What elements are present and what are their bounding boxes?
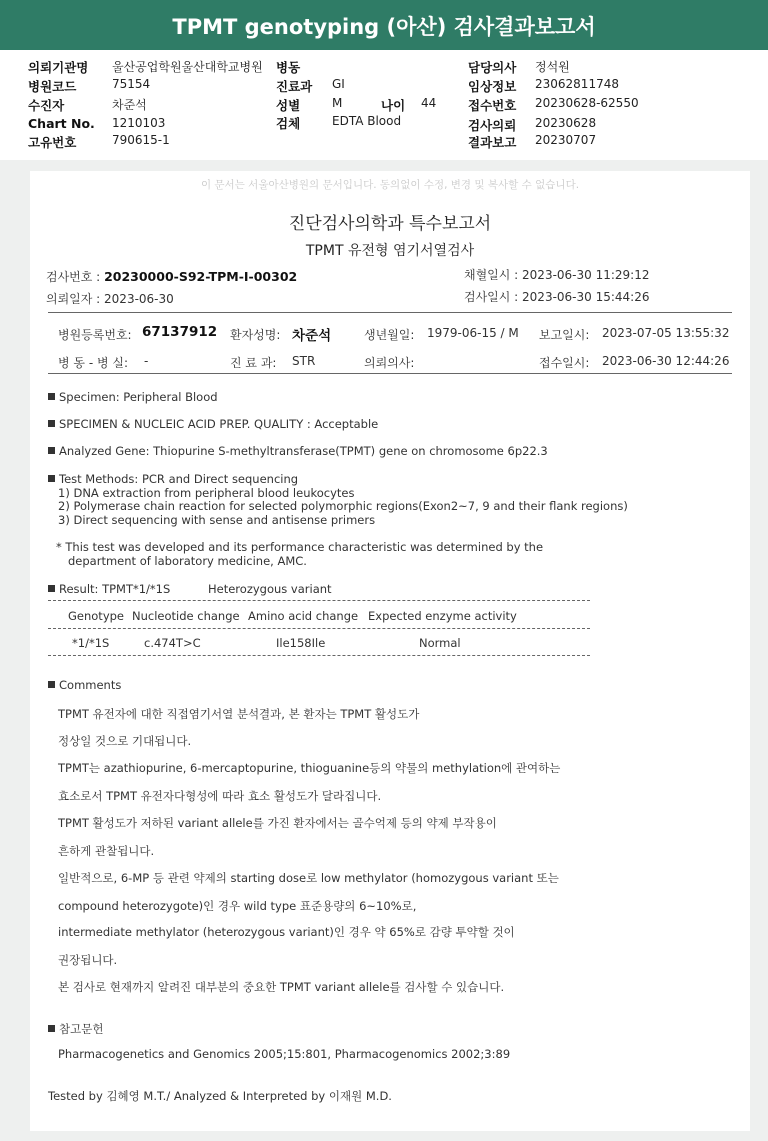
specimen-line <box>48 390 218 404</box>
hospital-code-value: 75154 <box>112 77 151 91</box>
test-number-value: 20230000-S92-TPM-I-00302 <box>104 269 298 284</box>
birth-label: 생년월일: <box>364 328 415 342</box>
sex-value: M <box>332 96 343 110</box>
age-value: 44 <box>421 96 437 110</box>
comment-line: compound heterozygote)인 경우 wild type 표준용량의 6~10%로, <box>58 899 417 913</box>
divider-bottom <box>48 373 732 374</box>
birth-value: 1979-06-15 / M <box>427 326 519 340</box>
comment-line: 권장됩니다. <box>58 953 118 967</box>
method-1: 1) DNA extraction from peripheral blood leukocytes <box>58 486 355 500</box>
result-table-top <box>48 600 590 601</box>
test-number-label: 검사번호 : <box>46 270 101 284</box>
disclaimer-1: * This test was developed and its performance characteristic was determined by the <box>56 540 544 554</box>
bullet-square <box>48 475 55 482</box>
doc-ward-label: 병 동 - 병 실: <box>58 356 128 370</box>
collect-time: 채혈일시 : 2023-06-30 11:29:12 <box>464 268 650 282</box>
specimen-label: 검체 <box>276 116 301 131</box>
comment-line: TPMT는 azathiopurine, 6-mercaptopurine, thioguanine등의 약물의 methylation에 관여하는 <box>58 761 561 775</box>
receipt-label: 접수번호 <box>468 98 517 113</box>
specimen-text: Specimen: Peripheral Blood <box>59 390 218 404</box>
receipt-time-label: 접수일시: <box>539 356 590 370</box>
request-label: 검사의뢰 <box>468 118 517 133</box>
copyright-notice: 이 문서는 서울아산병원의 문서입니다. 동의없이 수정, 변경 및 복사할 수 없습니다. <box>200 179 580 191</box>
cell-genotype: *1/*1S <box>72 636 110 650</box>
comment-line: TPMT 유전자에 대한 직접염기서열 분석결과, 본 환자는 TPMT 활성도가 <box>58 707 420 721</box>
clinical-value: 23062811748 <box>535 77 619 91</box>
comment-line: 본 검사로 현재까지 알려진 대부분의 중요한 TPMT variant allele를 검사할 수 있습니다. <box>58 980 505 994</box>
sex-label: 성별 <box>276 98 301 113</box>
gene-text: Analyzed Gene: Thiopurine S-methyltransferase(TPMT) gene on chromosome 6p22.3 <box>59 444 548 458</box>
doc-doctor-label: 의뢰의사: <box>364 356 415 370</box>
quality-line <box>48 417 378 431</box>
reg-no-value: 67137912 <box>142 324 218 340</box>
patient-label: 수진자 <box>28 98 65 113</box>
institution-label: 의뢰기관명 <box>28 60 89 75</box>
id-label: 고유번호 <box>28 135 77 150</box>
specimen-value: EDTA Blood <box>332 114 402 128</box>
comment-line: 흔하게 관찰됩니다. <box>58 844 155 858</box>
method-3: 3) Direct sequencing with sense and antisense primers <box>58 513 376 527</box>
reg-no-label: 병원등록번호: <box>58 328 132 342</box>
comment-line: 정상일 것으로 기대됩니다. <box>58 734 192 748</box>
comment-line: TPMT 활성도가 저하된 variant allele를 가진 환자에서는 골수억제 등의 약제 부작용이 <box>58 816 497 830</box>
col-nucleotide: Nucleotide change <box>132 609 240 623</box>
bullet-square <box>48 681 55 688</box>
institution-value: 울산공업학원울산대학교병원 <box>112 60 263 74</box>
divider-top <box>48 312 732 313</box>
chart-value: 1210103 <box>112 116 166 130</box>
request-value: 20230628 <box>535 116 597 130</box>
patient-value: 차준석 <box>112 98 147 112</box>
document-subtitle: TPMT 유전형 염기서열검사 <box>305 243 475 259</box>
cell-enzyme: Normal <box>419 636 461 650</box>
doctor-label: 담당의사 <box>468 60 517 75</box>
quality-text: SPECIMEN & NUCLEIC ACID PREP. QUALITY : Acceptable <box>59 417 379 431</box>
comment-line: intermediate methylator (heterozygous variant)인 경우 약 65%로 감량 투약할 것이 <box>58 925 515 939</box>
comments-heading <box>48 678 121 692</box>
doc-dept-value: STR <box>292 354 316 368</box>
dept-label: 진료과 <box>276 79 313 94</box>
comment-line: 일반적으로, 6-MP 등 관련 약제의 starting dose로 low methylator (homozygous variant 또는 <box>58 871 559 885</box>
result-line <box>48 582 170 596</box>
receipt-time-value: 2023-06-30 12:44:26 <box>602 354 730 368</box>
age-label: 나이 <box>381 98 406 113</box>
comments-label: Comments <box>59 678 122 692</box>
col-genotype: Genotype <box>68 609 125 623</box>
cell-amino: Ile158Ile <box>276 636 326 650</box>
bullet-square <box>48 420 55 427</box>
test-time: 검사일시 : 2023-06-30 15:44:26 <box>464 290 650 304</box>
report-time-label: 보고일시: <box>539 328 590 342</box>
doc-dept-label: 진 료 과: <box>230 356 277 370</box>
result-table-mid <box>48 628 590 629</box>
dept-value: GI <box>332 77 345 91</box>
chart-label: Chart No. <box>28 116 95 131</box>
comment-line: 효소로서 TPMT 유전자다형성에 따라 효소 활성도가 달라집니다. <box>58 789 382 803</box>
references-heading <box>48 1021 103 1037</box>
ward-label: 병동 <box>276 60 301 75</box>
col-enzyme: Expected enzyme activity <box>368 609 517 623</box>
bullet-square <box>48 393 55 400</box>
hospital-code-label: 병원코드 <box>28 79 77 94</box>
doctor-value: 정석원 <box>535 60 570 74</box>
result-table-bottom <box>48 655 590 656</box>
receipt-value: 20230628-62550 <box>535 96 639 110</box>
clinical-label: 임상정보 <box>468 79 517 94</box>
methods-line <box>48 472 298 486</box>
report-banner-title: TPMT genotyping (아산) 검사결과보고서 <box>0 0 768 50</box>
cell-nucleotide: c.474T>C <box>144 636 201 650</box>
test-number <box>46 268 297 285</box>
method-2: 2) Polymerase chain reaction for selected polymorphic regions(Exon2~7, 9 and their flank regions) <box>58 499 628 513</box>
document-title: 진단검사의학과 특수보고서 <box>288 214 492 234</box>
bullet-square <box>48 1025 55 1032</box>
disclaimer-2: department of laboratory medicine, AMC. <box>68 554 307 568</box>
references-text: Pharmacogenetics and Genomics 2005;15:801, Pharmacogenomics 2002;3:89 <box>58 1047 511 1061</box>
methods-text: Test Methods: PCR and Direct sequencing <box>59 472 299 486</box>
report-label: 결과보고 <box>468 135 517 150</box>
doc-ward-value: - <box>144 354 149 368</box>
result-genotype: TPMT*1/*1S <box>102 582 171 596</box>
doc-patient-label: 환자성명: <box>230 328 281 342</box>
report-value: 20230707 <box>535 133 597 147</box>
report-document <box>30 171 750 1131</box>
id-value: 790615-1 <box>112 133 170 147</box>
col-amino: Amino acid change <box>248 609 359 623</box>
report-time-value: 2023-07-05 13:55:32 <box>602 326 730 340</box>
result-type: Heterozygous variant <box>208 582 332 596</box>
bullet-square <box>48 585 55 592</box>
signature-line: Tested by 김혜영 M.T./ Analyzed & Interpreted by 이재원 M.D. <box>48 1089 392 1103</box>
request-date: 의뢰일자 : 2023-06-30 <box>46 292 174 306</box>
result-label: Result: <box>59 582 99 596</box>
bullet-square <box>48 447 55 454</box>
header-info-panel <box>0 50 768 160</box>
gene-line <box>48 444 548 458</box>
doc-patient-value: 차준석 <box>292 328 332 344</box>
references-label: 참고문헌 <box>59 1022 104 1036</box>
